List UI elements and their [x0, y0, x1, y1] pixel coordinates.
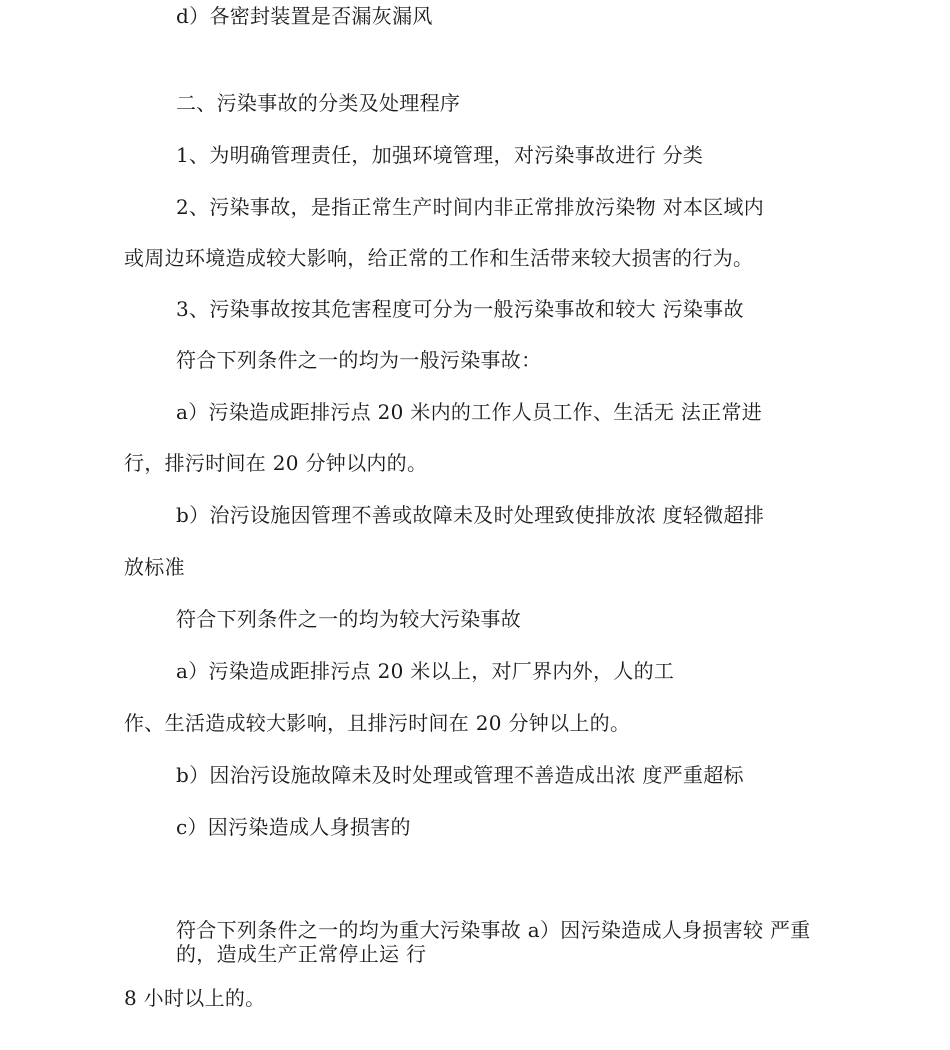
serious-accident-paragraph: 符合下列条件之一的均为重大污染事故 a）因污染造成人身损害较 严重的，造成生产正常停止运 行 — [176, 918, 811, 966]
general-item-b-line-1: b）治污设施因管理不善或故障未及时处理致使排放浓 度轻微超排 — [176, 503, 765, 527]
major-item-a-line-1: a）污染造成距排污点 20 米以上，对厂界内外，人的工 — [176, 659, 675, 683]
major-item-a-line-2: 作、生活造成较大影响，且排污时间在 20 分钟以上的。 — [124, 711, 631, 735]
major-item-c: c）因污染造成人身损害的 — [176, 815, 411, 839]
major-item-b: b）因治污设施故障未及时处理或管理不善造成出浓 度严重超标 — [176, 763, 744, 787]
paragraph-2-line-2: 或周边环境造成较大影响，给正常的工作和生活带来较大损害的行为。 — [124, 246, 754, 270]
general-accident-heading: 符合下列条件之一的均为一般污染事故： — [176, 348, 542, 372]
general-item-a-line-1: a）污染造成距排污点 20 米内的工作人员工作、生活无 法正常进 — [176, 400, 763, 424]
section-heading-2: 二、污染事故的分类及处理程序 — [176, 91, 461, 115]
paragraph-2-line-1: 2、污染事故，是指正常生产时间内非正常排放污染物 对本区域内 — [176, 195, 765, 219]
major-accident-heading: 符合下列条件之一的均为较大污染事故 — [176, 607, 522, 631]
paragraph-1: 1、为明确管理责任，加强环境管理，对污染事故进行 分类 — [176, 143, 704, 167]
general-item-a-line-2: 行，排污时间在 20 分钟以内的。 — [124, 451, 428, 475]
general-item-b-line-2: 放标准 — [124, 555, 185, 579]
paragraph-3: 3、污染事故按其危害程度可分为一般污染事故和较大 污染事故 — [176, 297, 744, 321]
list-item-d-seal-check: d）各密封装置是否漏灰漏风 — [176, 4, 433, 28]
serious-accident-continuation: 8 小时以上的。 — [124, 986, 266, 1010]
